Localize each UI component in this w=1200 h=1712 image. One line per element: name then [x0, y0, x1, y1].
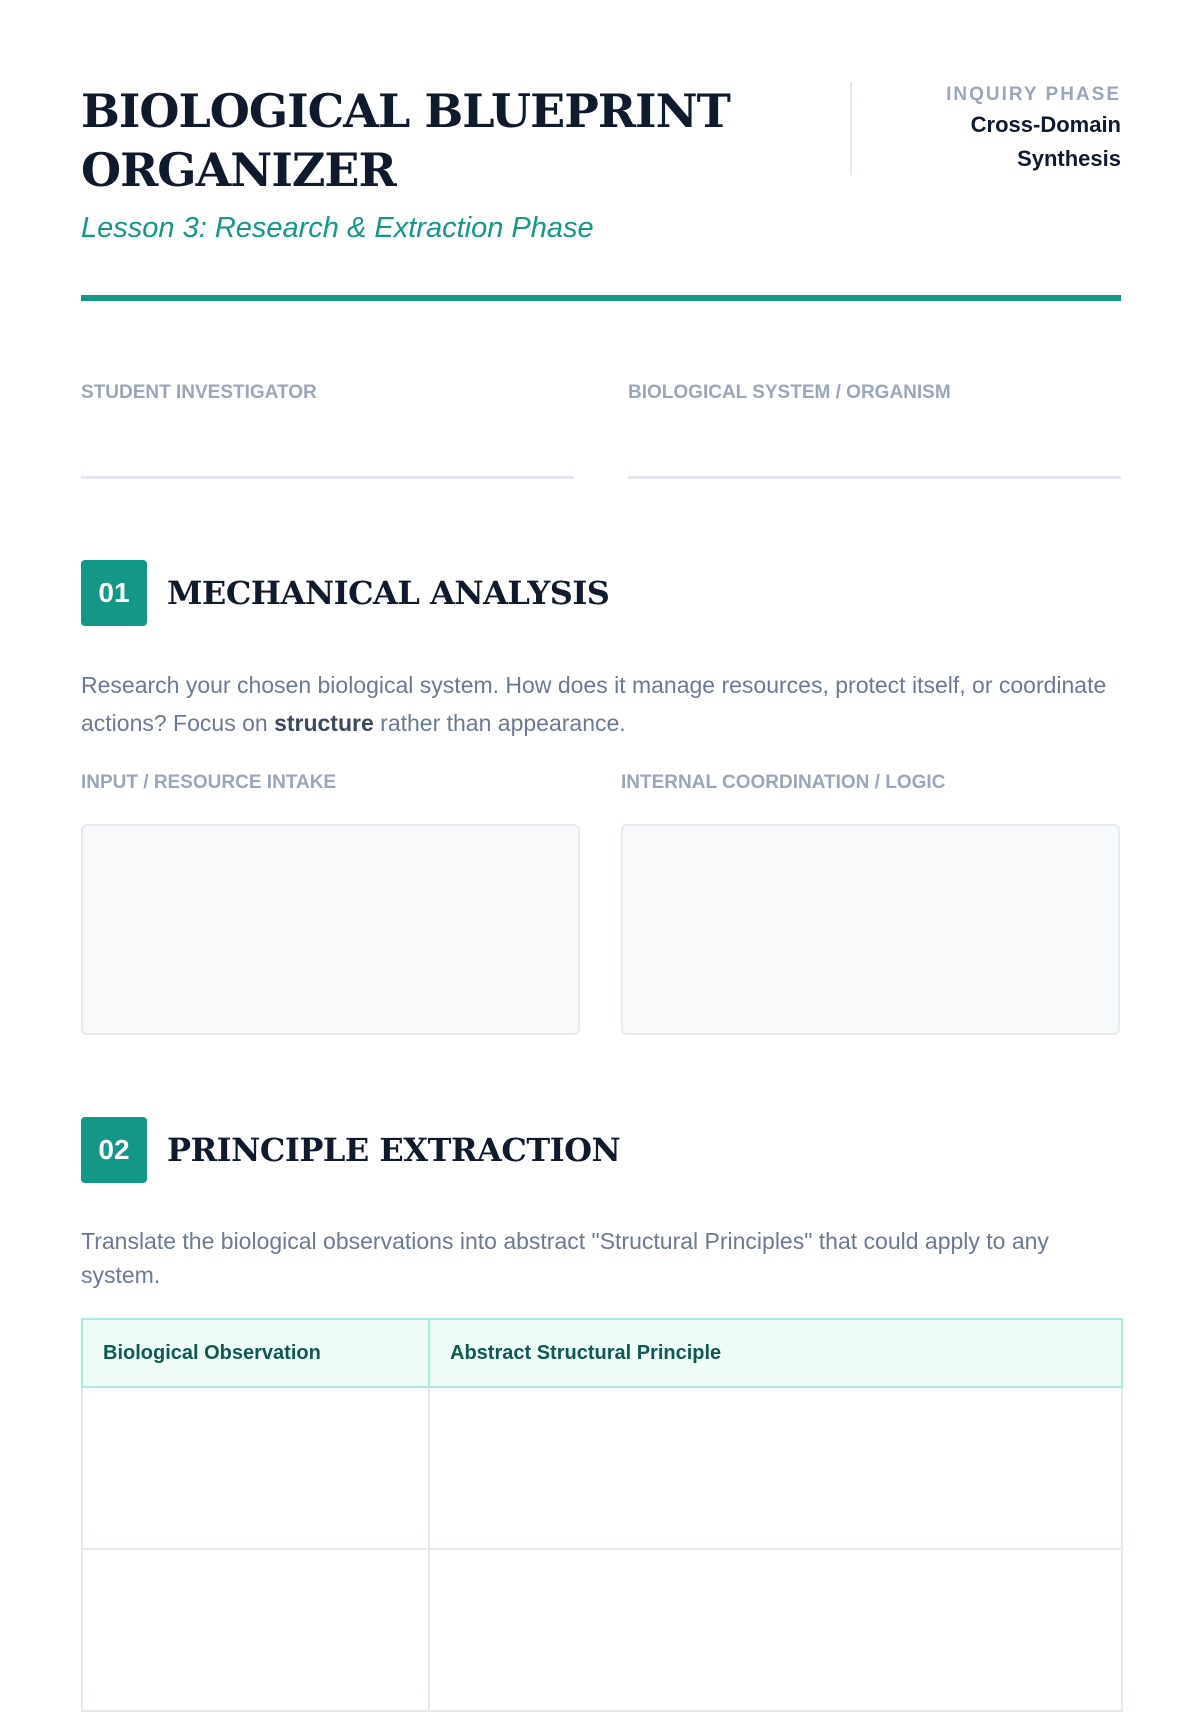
system-organism-input[interactable] [628, 420, 1125, 474]
input-intake-label: INPUT / RESOURCE INTAKE [81, 772, 337, 793]
section-1-desc-text: Research your chosen biological system. How does it manage resources, protect itself, or coordinate actions? Focus on [81, 672, 1107, 736]
phase-value-line2: Synthesis [1017, 146, 1121, 171]
section-2-description: Translate the biological observations into abstract "Structural Principles" that could apply to any system. [81, 1228, 1049, 1288]
system-field-label: BIOLOGICAL SYSTEM / ORGANISM [628, 382, 951, 403]
system-field-underline [628, 476, 1121, 479]
section-1-desc-text-end: rather than appearance. [373, 710, 626, 736]
section-1-badge: 01 [81, 560, 147, 626]
worksheet-page [81, 0, 1121, 1600]
internal-coordination-answer-box[interactable] [621, 824, 1120, 1035]
header-accent-rule [81, 295, 1121, 301]
student-field-underline [81, 476, 574, 479]
internal-coordination-label: INTERNAL COORDINATION / LOGIC [621, 772, 946, 793]
worksheet-header [81, 82, 1121, 262]
principle-cell[interactable] [429, 1387, 1122, 1549]
section-2-badge: 02 [81, 1117, 147, 1183]
principle-extraction-table [81, 1318, 1123, 1712]
section-1-title: MECHANICAL ANALYSIS [167, 574, 610, 612]
system-field [628, 380, 1121, 406]
column-header-principle: Abstract Structural Principle [429, 1319, 1122, 1387]
column-header-observation: Biological Observation [82, 1319, 429, 1387]
observation-cell[interactable] [82, 1387, 429, 1549]
phase-label: INQUIRY PHASE [946, 84, 1121, 105]
table-row [82, 1387, 1122, 1549]
student-field-label: STUDENT INVESTIGATOR [81, 382, 317, 403]
section-1-description [81, 666, 1121, 742]
worksheet-title: BIOLOGICAL BLUEPRINT ORGANIZER [81, 84, 730, 197]
observation-cell[interactable] [82, 1549, 429, 1711]
student-name-input[interactable] [81, 420, 578, 474]
section-2-title: PRINCIPLE EXTRACTION [167, 1131, 621, 1169]
student-field [81, 380, 574, 406]
phase-value-line1: Cross-Domain [970, 112, 1121, 137]
phase-box [871, 82, 1121, 176]
section-1-desc-emphasis: structure [274, 710, 374, 736]
table-row [82, 1549, 1122, 1711]
header-divider [850, 82, 852, 175]
principle-cell[interactable] [429, 1549, 1122, 1711]
lesson-subtitle: Lesson 3: Research & Extraction Phase [81, 212, 594, 244]
input-intake-answer-box[interactable] [81, 824, 580, 1035]
table-header-row [82, 1319, 1122, 1387]
